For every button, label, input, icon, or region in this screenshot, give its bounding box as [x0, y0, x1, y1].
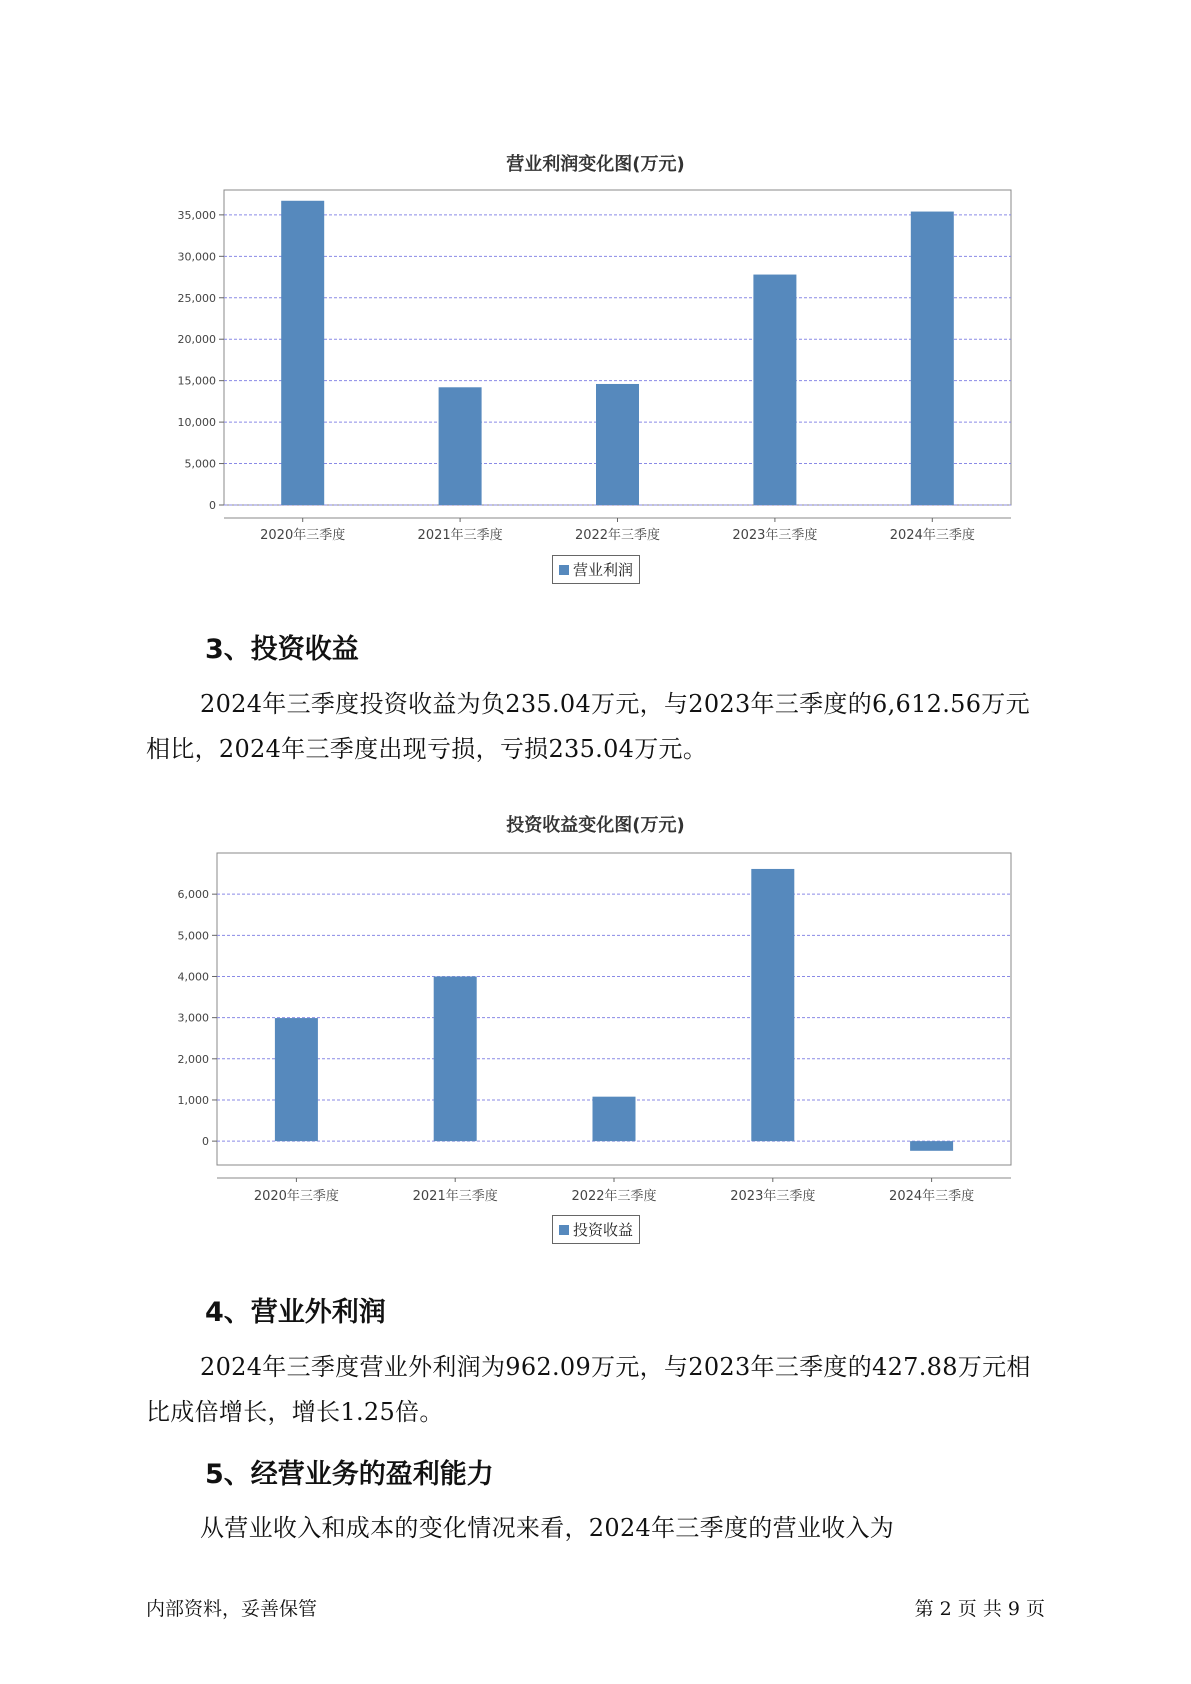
chart1-ytick-label: 5,000: [184, 457, 216, 471]
chart2-bar: [275, 1018, 318, 1141]
section4-paragraph: [146, 1345, 1046, 1435]
section5-text: 从营业收入和成本的变化情况来看，2024年三季度的营业收入为: [200, 1514, 895, 1542]
chart2-bar: [593, 1097, 636, 1141]
chart2-investment-income: [0, 845, 1191, 1215]
chart2-ytick-label: 1,000: [177, 1093, 209, 1107]
chart2-ytick-label: 6,000: [177, 888, 209, 902]
chart1-operating-profit: [0, 180, 1191, 560]
footer-confidential: 内部资料，妥善保管: [146, 1598, 318, 1620]
chart1-ytick-label: 35,000: [177, 208, 216, 222]
chart1-category-label: 2020年三季度: [260, 528, 346, 543]
chart1-bar: [439, 387, 482, 505]
section5-heading: 5、经营业务的盈利能力: [205, 1459, 494, 1490]
chart1-category-label: 2023年三季度: [732, 528, 818, 543]
section4-heading: 4、营业外利润: [205, 1297, 386, 1328]
chart1-ytick-label: 30,000: [177, 250, 216, 264]
chart1-ytick-label: 25,000: [177, 291, 216, 305]
chart2-ytick-label: 0: [202, 1135, 209, 1149]
chart1-bar: [596, 384, 639, 505]
section5-paragraph: [146, 1506, 1046, 1551]
chart2-category-label: 2023年三季度: [730, 1189, 816, 1204]
footer-page-number: 第 2 页 共 9 页: [914, 1598, 1045, 1620]
chart2-category-label: 2020年三季度: [253, 1189, 339, 1204]
chart1-category-label: 2021年三季度: [417, 528, 503, 543]
legend-swatch: [559, 1225, 569, 1235]
chart1-legend: [552, 555, 640, 584]
section3-heading: 3、投资收益: [205, 634, 359, 665]
chart1-ytick-label: 10,000: [177, 416, 216, 430]
chart1-legend-label: 营业利润: [573, 561, 634, 579]
section4-text: 2024年三季度营业外利润为962.09万元，与2023年三季度的427.88万元相比成倍增长，增长1.25倍。: [146, 1353, 1031, 1426]
chart2-title: 投资收益变化图(万元): [506, 815, 685, 836]
section3-text: 2024年三季度投资收益为负235.04万元，与2023年三季度的6,612.56万元相比，2024年三季度出现亏损，亏损235.04万元。: [146, 690, 1030, 763]
chart2-bar: [751, 869, 794, 1141]
legend-swatch: [559, 565, 569, 575]
chart1-ytick-label: 15,000: [177, 374, 216, 388]
chart2-bar: [910, 1141, 953, 1151]
chart1-category-label: 2024年三季度: [889, 528, 975, 543]
chart2-bar: [434, 976, 477, 1141]
chart2-legend-label: 投资收益: [573, 1221, 634, 1239]
chart2-category-label: 2021年三季度: [412, 1189, 498, 1204]
chart1-category-label: 2022年三季度: [574, 528, 661, 543]
chart1-title: 营业利润变化图(万元): [506, 154, 685, 175]
chart2-legend: [552, 1215, 640, 1244]
section3-paragraph: [146, 682, 1046, 772]
chart2-category-label: 2022年三季度: [571, 1189, 657, 1204]
chart2-ytick-label: 4,000: [177, 970, 209, 984]
chart2-category-label: 2024年三季度: [889, 1189, 975, 1204]
chart1-bar: [753, 275, 796, 505]
chart1-bar: [281, 201, 324, 505]
chart2-ytick-label: 3,000: [177, 1011, 209, 1025]
chart1-bar: [911, 212, 954, 505]
chart2-ytick-label: 2,000: [177, 1052, 209, 1066]
chart1-ytick-label: 0: [209, 499, 216, 512]
chart1-ytick-label: 20,000: [177, 333, 216, 347]
chart2-ytick-label: 5,000: [177, 929, 209, 943]
